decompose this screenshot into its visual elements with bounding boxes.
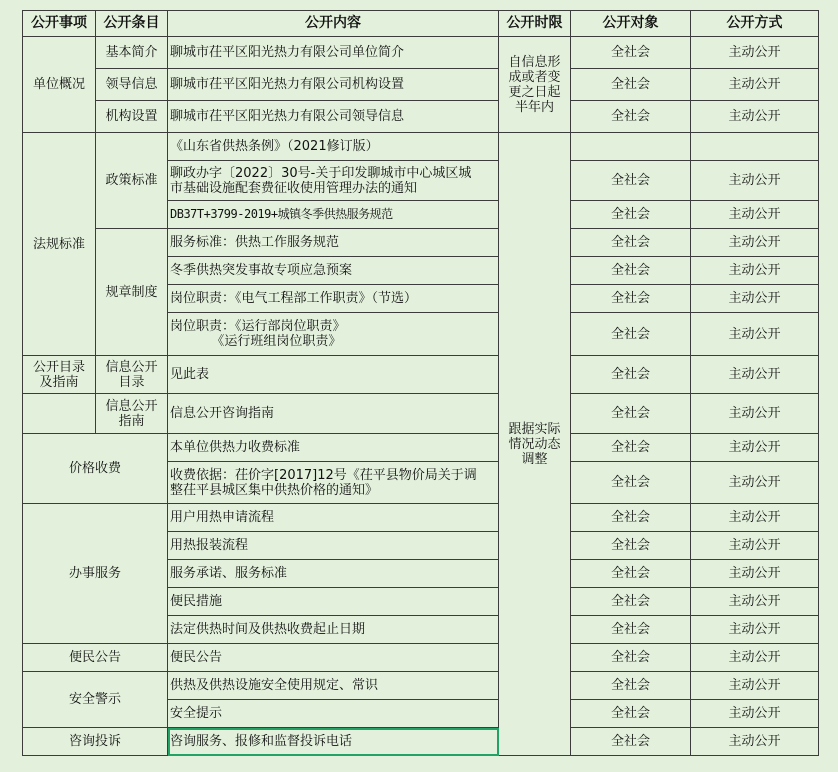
method-cell[interactable]: 主动公开 [691,161,819,201]
target-cell[interactable]: 全社会 [571,616,691,644]
time-limit-cell[interactable]: 自信息形 成或者变 更之日起 半年内 [499,37,571,133]
item-cell[interactable]: 法规标准 [23,133,96,356]
content-cell[interactable]: 聊城市茌平区阳光热力有限公司领导信息 [168,101,499,133]
target-cell[interactable]: 全社会 [571,394,691,434]
table-row [23,356,819,394]
item-cell[interactable]: 便民公告 [23,644,168,672]
header-cell[interactable]: 公开对象 [571,11,691,37]
method-cell[interactable]: 主动公开 [691,672,819,700]
method-cell[interactable]: 主动公开 [691,532,819,560]
content-cell[interactable]: 聊城市茌平区阳光热力有限公司机构设置 [168,69,499,101]
item-cell[interactable]: 安全警示 [23,672,168,728]
entry-cell[interactable]: 规章制度 [96,229,168,356]
content-cell[interactable]: 便民措施 [168,588,499,616]
target-cell[interactable]: 全社会 [571,229,691,257]
content-cell[interactable]: 岗位职责：《电气工程部工作职责》（节选） [168,285,499,313]
table-row [23,37,819,69]
method-cell[interactable]: 主动公开 [691,257,819,285]
header-cell[interactable]: 公开条目 [96,11,168,37]
content-cell[interactable]: 收费依据：茌价字[2017]12号《茌平县物价局关于调 整茌平县城区集中供热价格的通知》 [168,462,499,504]
header-row [23,11,819,37]
method-cell[interactable]: 主动公开 [691,462,819,504]
content-cell[interactable]: 法定供热时间及供热收费起止日期 [168,616,499,644]
entry-cell[interactable]: 机构设置 [96,101,168,133]
content-cell[interactable]: 服务标准：供热工作服务规范 [168,229,499,257]
content-cell[interactable]: 岗位职责：《运行部岗位职责》 《运行班组岗位职责》 [168,313,499,356]
content-cell[interactable]: 信息公开咨询指南 [168,394,499,434]
header-cell[interactable]: 公开事项 [23,11,96,37]
content-cell[interactable]: 《山东省供热条例》（2021修订版） [168,133,499,161]
selected-content-cell[interactable]: 咨询服务、报修和监督投诉电话 [168,728,499,756]
content-cell[interactable]: 便民公告 [168,644,499,672]
target-cell[interactable]: 全社会 [571,313,691,356]
table-row [23,504,819,532]
target-cell[interactable]: 全社会 [571,161,691,201]
method-cell[interactable]: 主动公开 [691,434,819,462]
method-cell[interactable]: 主动公开 [691,285,819,313]
method-cell[interactable]: 主动公开 [691,504,819,532]
content-cell[interactable]: 本单位供热力收费标准 [168,434,499,462]
method-cell[interactable]: 主动公开 [691,644,819,672]
table-row [23,229,819,257]
content-cell[interactable]: 聊政办字〔2022〕30号-关于印发聊城市中心城区城 市基础设施配套费征收使用管理办法的通知 [168,161,499,201]
item-cell[interactable]: 公开目录 及指南 [23,356,96,394]
target-cell[interactable]: 全社会 [571,560,691,588]
method-cell[interactable]: 主动公开 [691,313,819,356]
content-cell[interactable]: 见此表 [168,356,499,394]
content-cell[interactable]: 用户用热申请流程 [168,504,499,532]
target-cell[interactable]: 全社会 [571,504,691,532]
target-cell[interactable]: 全社会 [571,672,691,700]
method-cell[interactable]: 主动公开 [691,588,819,616]
entry-cell[interactable]: 信息公开 指南 [96,394,168,434]
method-cell[interactable]: 主动公开 [691,560,819,588]
item-cell[interactable]: 单位概况 [23,37,96,133]
target-cell[interactable]: 全社会 [571,588,691,616]
method-cell[interactable]: 主动公开 [691,37,819,69]
method-cell[interactable]: 主动公开 [691,700,819,728]
target-cell[interactable]: 全社会 [571,700,691,728]
content-cell[interactable]: 供热及供热设施安全使用规定、常识 [168,672,499,700]
time-limit-cell[interactable]: 跟据实际 情况动态 调整 [499,133,571,756]
content-cell[interactable]: 冬季供热突发事故专项应急预案 [168,257,499,285]
table-row [23,672,819,700]
target-cell[interactable]: 全社会 [571,462,691,504]
target-cell[interactable] [571,133,691,161]
table-row [23,644,819,672]
table-row [23,728,819,756]
method-cell[interactable]: 主动公开 [691,69,819,101]
target-cell[interactable]: 全社会 [571,644,691,672]
method-cell[interactable]: 主动公开 [691,229,819,257]
table-row [23,69,819,101]
method-cell[interactable]: 主动公开 [691,356,819,394]
header-cell[interactable]: 公开内容 [168,11,499,37]
target-cell[interactable]: 全社会 [571,37,691,69]
header-cell[interactable]: 公开方式 [691,11,819,37]
method-cell[interactable]: 主动公开 [691,201,819,229]
entry-cell[interactable]: 政策标准 [96,133,168,229]
target-cell[interactable]: 全社会 [571,728,691,756]
method-cell[interactable] [691,133,819,161]
table-row [23,133,819,161]
method-cell[interactable]: 主动公开 [691,728,819,756]
disclosure-table [22,10,819,756]
item-cell[interactable] [23,394,96,434]
content-cell[interactable]: 聊城市茌平区阳光热力有限公司单位简介 [168,37,499,69]
item-cell[interactable]: 价格收费 [23,434,168,504]
content-cell[interactable]: 用热报装流程 [168,532,499,560]
entry-cell[interactable]: 基本简介 [96,37,168,69]
item-cell[interactable]: 办事服务 [23,504,168,644]
target-cell[interactable]: 全社会 [571,434,691,462]
target-cell[interactable]: 全社会 [571,532,691,560]
entry-cell[interactable]: 信息公开 目录 [96,356,168,394]
target-cell[interactable]: 全社会 [571,257,691,285]
content-cell[interactable]: 服务承诺、服务标准 [168,560,499,588]
table-row [23,434,819,462]
table-row [23,101,819,133]
entry-cell[interactable]: 领导信息 [96,69,168,101]
content-cell[interactable]: DB37T+3799-2019+城镇冬季供热服务规范 [168,201,499,229]
target-cell[interactable]: 全社会 [571,285,691,313]
target-cell[interactable]: 全社会 [571,101,691,133]
table-row [23,394,819,434]
method-cell[interactable]: 主动公开 [691,394,819,434]
header-cell[interactable]: 公开时限 [499,11,571,37]
target-cell[interactable]: 全社会 [571,201,691,229]
target-cell[interactable]: 全社会 [571,69,691,101]
method-cell[interactable]: 主动公开 [691,616,819,644]
item-cell[interactable]: 咨询投诉 [23,728,168,756]
method-cell[interactable]: 主动公开 [691,101,819,133]
content-cell[interactable]: 安全提示 [168,700,499,728]
target-cell[interactable]: 全社会 [571,356,691,394]
